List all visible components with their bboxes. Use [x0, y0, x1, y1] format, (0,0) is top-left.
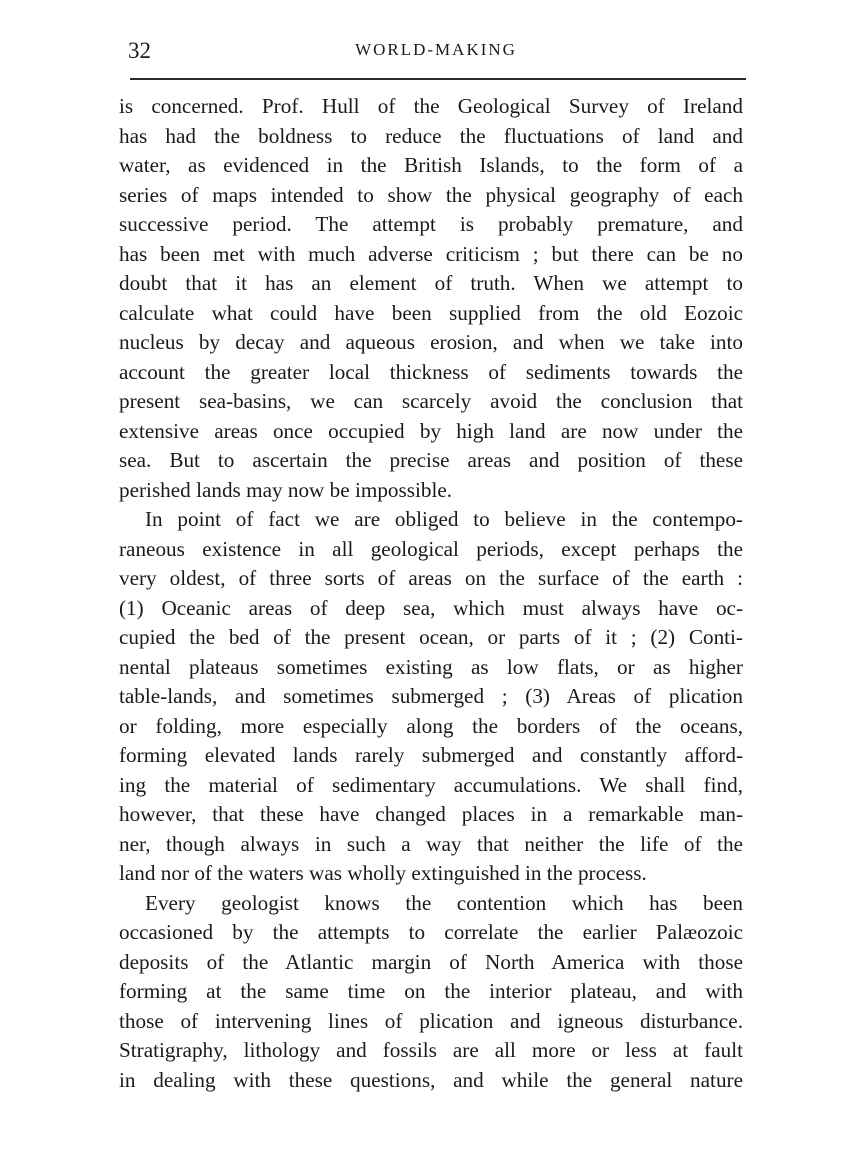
text-line: forming elevated lands rarely submerged and constantly afford- — [119, 743, 743, 767]
text-line: account the greater local thickness of sediments towards the — [119, 359, 743, 384]
text-line: series of maps intended to show the physical geography of each — [119, 182, 743, 207]
text-line: land nor of the waters was wholly extinguished in the process. — [119, 861, 647, 885]
text-line: (1) Oceanic areas of deep sea, which must always have oc- — [119, 595, 743, 620]
text-line: water, as evidenced in the British Islands, to the form of a — [119, 153, 743, 177]
text-line: has had the boldness to reduce the fluctuations of land and — [119, 123, 743, 148]
text-line: Every geologist knows the contention which has been — [145, 890, 743, 915]
text-line: nental plateaus sometimes existing as low flats, or as higher — [119, 654, 743, 679]
body-text — [119, 92, 743, 1095]
text-line: raneous existence in all geological periods, except perhaps the — [119, 536, 743, 561]
text-line: in dealing with these questions, and while the general nature — [119, 1067, 743, 1092]
text-line: table-lands, and sometimes submerged ; (3) Areas of plication — [119, 684, 743, 708]
text-line: successive period. The attempt is probably premature, and — [119, 212, 743, 236]
text-line: Stratigraphy, lithology and fossils are all more or less at fault — [119, 1038, 743, 1062]
text-line: present sea-basins, we can scarcely avoid the conclusion that — [119, 389, 743, 413]
text-line: ing the material of sedimentary accumulations. We shall find, — [119, 772, 743, 797]
text-line: ner, though always in such a way that neither the life of the — [119, 831, 743, 856]
text-line: calculate what could have been supplied from the old Eozoic — [119, 300, 743, 325]
text-line: forming at the same time on the interior plateau, and with — [119, 979, 743, 1003]
text-line: doubt that it has an element of truth. When we attempt to — [119, 271, 743, 295]
paragraph-2 — [119, 505, 743, 889]
paragraph-3 — [119, 889, 743, 1096]
text-line: deposits of the Atlantic margin of North America with those — [119, 949, 743, 974]
paragraph-1 — [119, 92, 743, 505]
text-line: In point of fact we are obliged to believe in the contempo- — [145, 507, 743, 531]
text-line: is concerned. Prof. Hull of the Geological Survey of Ireland — [119, 94, 743, 118]
text-line: or folding, more especially along the borders of the oceans, — [119, 713, 743, 738]
running-head — [124, 36, 748, 66]
text-line: however, that these have changed places in a remarkable man- — [119, 802, 743, 826]
running-title: WORLD-MAKING — [355, 40, 517, 59]
text-line: perished lands may now be impossible. — [119, 477, 453, 502]
text-line: cupied the bed of the present ocean, or parts of it ; (2) Conti- — [119, 625, 743, 649]
text-line: those of intervening lines of plication and igneous disturbance. — [119, 1008, 743, 1033]
header-rule — [130, 78, 746, 80]
text-line: extensive areas once occupied by high land are now under the — [119, 418, 743, 443]
text-line: has been met with much adverse criticism ; but there can be no — [119, 241, 743, 266]
text-line: occasioned by the attempts to correlate the earlier Palæozoic — [119, 920, 743, 944]
text-line: very oldest, of three sorts of areas on the surface of the earth : — [119, 566, 743, 590]
text-line: nucleus by decay and aqueous erosion, and when we take into — [119, 330, 743, 354]
text-line: sea. But to ascertain the precise areas and position of these — [119, 448, 743, 472]
page-number: 32 — [128, 38, 151, 63]
